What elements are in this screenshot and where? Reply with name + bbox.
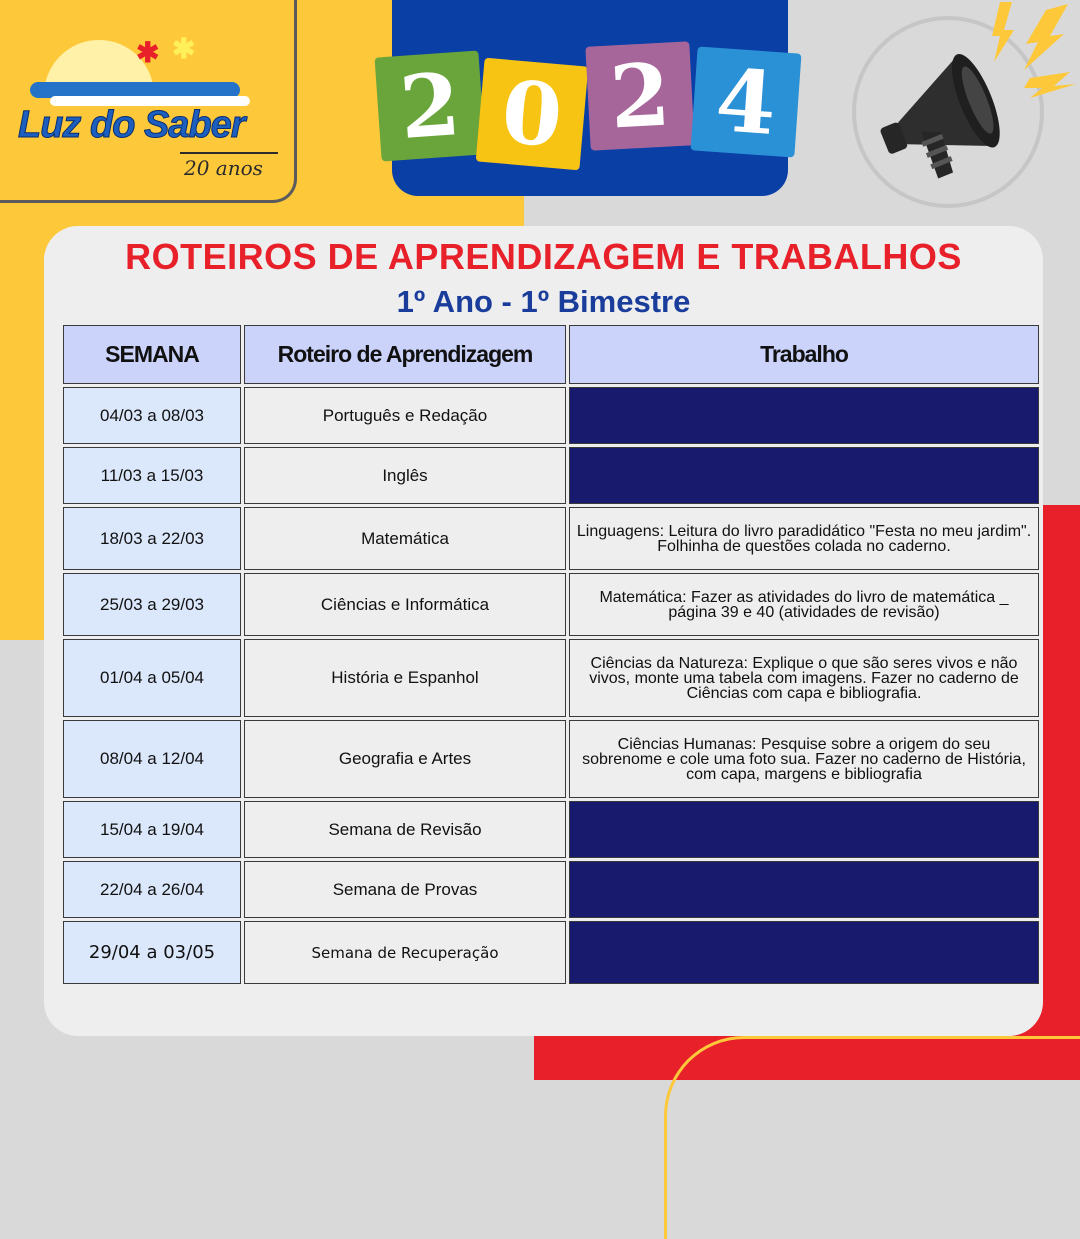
decorative-arc [664, 1036, 1080, 1239]
column-header-trabalho: Trabalho [569, 325, 1039, 384]
cell-trabalho: Ciências da Natureza: Explique o que são seres vivos e não vivos, monte uma tabela com imagens. Fazer no caderno de Ciências com capa e bibliografia. [569, 639, 1039, 717]
cell-semana: 18/03 a 22/03 [63, 507, 241, 570]
cell-roteiro: Semana de Revisão [244, 801, 566, 858]
cell-semana: 29/04 a 03/05 [63, 921, 241, 984]
cell-semana: 22/04 a 26/04 [63, 861, 241, 918]
column-header-semana: SEMANA [63, 325, 241, 384]
logo-subtitle: 20 anos [184, 156, 263, 180]
cell-roteiro: História e Espanhol [244, 639, 566, 717]
table-row [63, 801, 1039, 858]
table-row [63, 507, 1039, 570]
cell-roteiro: Semana de Provas [244, 861, 566, 918]
schedule-table [60, 322, 1042, 987]
cell-roteiro: Matemática [244, 507, 566, 570]
page-subtitle: 1º Ano - 1º Bimestre [396, 284, 691, 319]
cell-semana: 08/04 a 12/04 [63, 720, 241, 798]
cell-trabalho: Ciências Humanas: Pesquise sobre a origem do seu sobrenome e cole uma foto sua. Fazer no caderno de História, com capa, margens e bibliografia [569, 720, 1039, 798]
cell-semana: 15/04 a 19/04 [63, 801, 241, 858]
table-row [63, 573, 1039, 636]
table-row [63, 861, 1039, 918]
table-row [63, 387, 1039, 444]
logo-name: Luz do Saber [18, 104, 245, 146]
cell-semana: 11/03 a 15/03 [63, 447, 241, 504]
page-title: ROTEIROS DE APRENDIZAGEM E TRABALHOS [125, 236, 962, 277]
cell-roteiro: Inglês [244, 447, 566, 504]
cell-trabalho [569, 801, 1039, 858]
cell-trabalho: Matemática: Fazer as atividades do livro de matemática _ página 39 e 40 (atividades de revisão) [569, 573, 1039, 636]
table-row [63, 720, 1039, 798]
cell-roteiro: Português e Redação [244, 387, 566, 444]
year-digit-tile: 2 [585, 41, 694, 150]
table-row [63, 921, 1039, 984]
year-digit-tile: 0 [476, 58, 589, 171]
year-digit-tile: 2 [374, 50, 485, 161]
table-row [63, 447, 1039, 504]
cell-semana: 01/04 a 05/04 [63, 639, 241, 717]
year-digit-tile: 4 [690, 46, 801, 157]
logo-figure-icon: ✱ [136, 37, 160, 68]
cell-trabalho [569, 921, 1039, 984]
logo-figure-icon: ✱ [172, 33, 196, 64]
cell-semana: 25/03 a 29/03 [63, 573, 241, 636]
table-header-row [63, 325, 1039, 384]
cell-trabalho: Linguagens: Leitura do livro paradidático "Festa no meu jardim". Folhinha de questões colada no caderno. [569, 507, 1039, 570]
column-header-roteiro: Roteiro de Aprendizagem [244, 325, 566, 384]
cell-semana: 04/03 a 08/03 [63, 387, 241, 444]
table-row [63, 639, 1039, 717]
lightning-bolt-icon [990, 0, 1080, 100]
cell-roteiro: Ciências e Informática [244, 573, 566, 636]
cell-trabalho [569, 447, 1039, 504]
logo-divider [180, 152, 278, 154]
cell-roteiro: Semana de Recuperação [244, 921, 566, 984]
cell-roteiro: Geografia e Artes [244, 720, 566, 798]
cell-trabalho [569, 861, 1039, 918]
cell-trabalho [569, 387, 1039, 444]
